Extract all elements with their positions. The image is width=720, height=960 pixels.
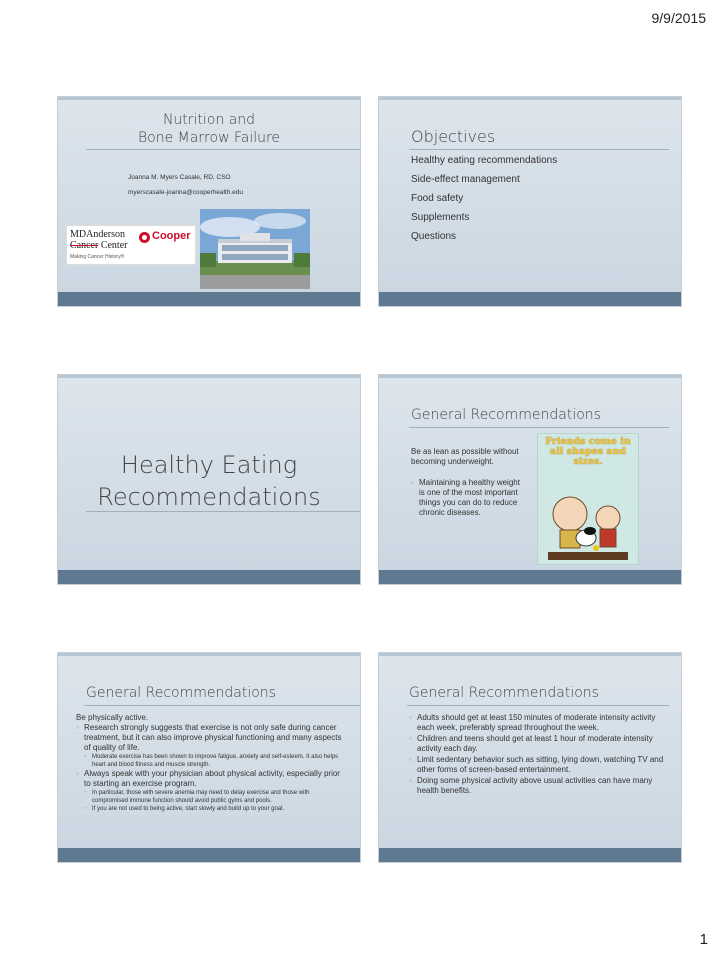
objective-item: Supplements (411, 212, 470, 223)
peanuts-friends-image (537, 433, 639, 565)
objective-item: Side-effect management (411, 174, 520, 185)
slide-1-title (57, 96, 361, 307)
slide-5-general-recommendations (57, 652, 361, 863)
objective-item: Healthy eating recommendations (411, 155, 558, 166)
slide-5-bullet: ◦ Research strongly suggests that exercise is not only safe during cancer treatment, but it can also improve physical functioning and many aspects of quality of life. (76, 723, 346, 753)
slide-4-general-recommendations (378, 374, 682, 585)
page-number: 1 (699, 931, 708, 948)
slide-6-bullet: ◦ Children and teens should get at least 1 hour of moderate intensity activity each day. (409, 734, 671, 754)
slide-5-lead: Be physically active. (76, 713, 149, 722)
slide-1-title-text: Nutrition and Bone Marrow Failure (137, 112, 281, 146)
image-caption: Friends come in all shapes and sizes. (545, 436, 631, 467)
slide-4-bullet: ◦ Maintaining a healthy weight is one of the most important things you can do to reduce chronic diseases. (411, 478, 521, 518)
slide-6-bullet: ◦ Doing some physical activity above usual activities can have many health benefits. (409, 776, 671, 796)
page-date: 9/9/2015 (651, 10, 706, 26)
slide-6-general-recommendations (378, 652, 682, 863)
slide-5-bullet: ◦ Always speak with your physician about physical activity, especially prior to starting an exercise program. (76, 769, 346, 789)
slide-4-lead: Be as lean as possible without becoming underweight. (411, 447, 519, 466)
presenter-name: Joanna M. Myers Casale, RD, CSO (128, 174, 231, 181)
objective-item: Questions (411, 231, 457, 242)
objective-item: Food safety (411, 193, 464, 204)
slide-3-title: Healthy Eating Recommendations (97, 451, 321, 511)
slide-6-bullet: ◦ Adults should get at least 150 minutes of moderate intensity activity each week, preferably spread throughout the week. (409, 713, 671, 733)
slide-5-subbullet: ◦ In particular, those with severe anemia may need to delay exercise and those with compromised immune function should avoid public gyms and pools. (76, 789, 346, 805)
slide-4-title: General Recommendations (411, 407, 601, 423)
slide-6-bullet: ◦ Limit sedentary behavior such as sitting, lying down, watching TV and other forms of screen-based entertainment. (409, 755, 671, 775)
slide-5-subbullet: ◦ Moderate exercise has been shown to improve fatigue, anxiety and self-esteem. It also helps heart and blood fitness and muscle strength. (76, 753, 346, 769)
cooper-c-icon (139, 232, 150, 243)
slide-5-title: General Recommendations (86, 685, 276, 701)
slide-6-title: General Recommendations (409, 685, 599, 701)
slide-5-body (76, 713, 346, 813)
slide-5-subbullet: ◦ If you are not used to being active, start slowly and build up to your goal. (76, 805, 346, 813)
slide-2-title: Objectives (411, 127, 496, 146)
cancer-center-building-photo (200, 209, 310, 289)
slide-2-objectives (378, 96, 682, 307)
slide-3-section-title (57, 374, 361, 585)
presenter-email[interactable]: myerscasale-joanna@cooperhealth.edu (128, 189, 244, 196)
mdanderson-cooper-logo: MDAnderson Cancer Center Making Cancer History® Cooper (66, 225, 196, 265)
objectives-list (411, 154, 557, 249)
